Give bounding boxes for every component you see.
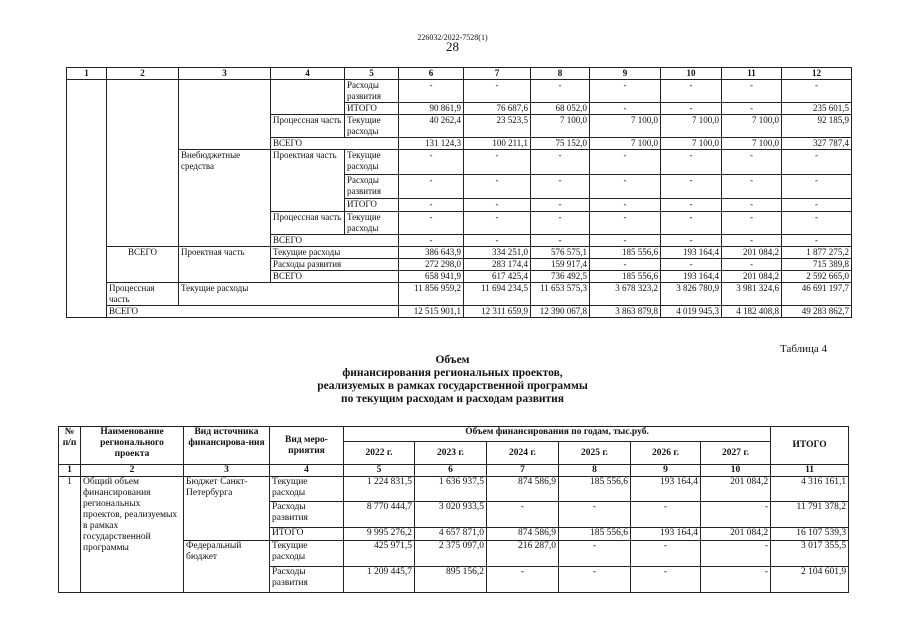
table-row <box>67 306 852 318</box>
col-number: 4 <box>271 68 345 80</box>
value-cell: - <box>782 212 852 235</box>
row-label: Расходы развития <box>345 80 399 103</box>
value-cell: 75 152,0 <box>531 138 590 150</box>
value-cell: 235 601,5 <box>782 103 852 115</box>
value-cell: - <box>782 175 852 199</box>
value-cell: 283 174,4 <box>464 259 531 271</box>
value-cell: - <box>487 502 559 528</box>
col-number: 9 <box>590 68 661 80</box>
col-number: 6 <box>415 465 487 477</box>
value-cell: 131 124,3 <box>399 138 464 150</box>
value-cell: 11 856 959,2 <box>399 283 464 306</box>
value-cell: - <box>559 567 631 593</box>
value-cell: - <box>782 199 852 212</box>
value-cell: 1 224 831,5 <box>344 477 415 502</box>
row-label: Текущие расходы <box>345 212 399 235</box>
column-numbers-row <box>59 465 849 477</box>
value-cell: 49 283 862,7 <box>782 306 852 318</box>
value-cell: - <box>590 235 661 247</box>
value-cell: - <box>782 80 852 103</box>
value-cell: - <box>661 212 722 235</box>
cell-empty <box>107 80 179 247</box>
value-cell: 1 636 937,5 <box>415 477 487 502</box>
value-cell: - <box>722 259 782 271</box>
value-cell: 12 311 659,9 <box>464 306 531 318</box>
activity-type: Текущие расходы <box>270 541 344 567</box>
value-cell: - <box>590 212 661 235</box>
heading-line: Объем <box>435 354 470 366</box>
row-label: ВСЕГО <box>271 138 399 150</box>
value-cell: 201 084,2 <box>701 477 771 502</box>
value-cell: - <box>631 541 701 567</box>
value-cell: 193 164,4 <box>631 477 701 502</box>
value-cell: - <box>631 502 701 528</box>
value-cell: 7 100,0 <box>590 138 661 150</box>
value-cell: - <box>531 175 590 199</box>
value-cell: 334 251,0 <box>464 247 531 259</box>
header-year: 2025 г. <box>559 442 631 465</box>
header-year: 2022 г. <box>344 442 415 465</box>
row-label: Текущие расходы <box>345 150 399 175</box>
row-label: ВСЕГО <box>271 235 399 247</box>
value-cell: 3 826 780,9 <box>661 283 722 306</box>
value-cell: - <box>399 150 464 175</box>
value-cell: - <box>701 567 771 593</box>
regional-projects-financing-table <box>58 426 849 593</box>
value-cell: - <box>661 259 722 271</box>
value-cell: - <box>559 541 631 567</box>
row-label: Процессная часть <box>107 283 179 306</box>
value-cell: 46 691 197,7 <box>782 283 852 306</box>
header-year: 2027 г. <box>701 442 771 465</box>
value-cell: - <box>487 567 559 593</box>
value-cell: - <box>531 199 590 212</box>
funding-source: Федеральный бюджет <box>184 541 270 593</box>
value-cell: - <box>661 150 722 175</box>
page-number: 28 <box>446 39 459 54</box>
col-number: 1 <box>59 465 81 477</box>
cell-empty <box>179 80 271 150</box>
table-caption: Таблица 4 <box>780 343 828 355</box>
col-number: 1 <box>67 68 107 80</box>
value-cell: 76 687,6 <box>464 103 531 115</box>
continuation-financing-table <box>66 67 852 318</box>
value-cell: 7 100,0 <box>722 138 782 150</box>
row-label: Расходы развития <box>271 259 399 271</box>
value-cell: 185 556,6 <box>559 528 631 541</box>
col-number: 9 <box>631 465 701 477</box>
value-cell: 425 971,5 <box>344 541 415 567</box>
row-label: Текущие расходы <box>271 247 399 259</box>
value-cell: 715 389,8 <box>782 259 852 271</box>
value-cell: - <box>590 175 661 199</box>
header-year: 2024 г. <box>487 442 559 465</box>
header-activity-type: Вид меро-приятия <box>270 427 344 465</box>
value-cell: 4 316 161,1 <box>771 477 849 502</box>
value-cell: 4 657 871,0 <box>415 528 487 541</box>
value-cell: - <box>590 103 661 115</box>
value-cell: 8 770 444,7 <box>344 502 415 528</box>
value-cell: 3 678 323,2 <box>590 283 661 306</box>
value-cell: 23 523,5 <box>464 115 531 138</box>
value-cell: - <box>722 150 782 175</box>
value-cell: 7 100,0 <box>661 115 722 138</box>
value-cell: - <box>464 80 531 103</box>
value-cell: - <box>531 235 590 247</box>
value-cell: 201 084,2 <box>722 271 782 283</box>
value-cell: - <box>464 212 531 235</box>
row-label: Внебюджетные средства <box>179 150 271 247</box>
value-cell: - <box>722 80 782 103</box>
value-cell: - <box>722 212 782 235</box>
value-cell: - <box>399 175 464 199</box>
value-cell: 7 100,0 <box>661 138 722 150</box>
value-cell: 874 586,9 <box>487 528 559 541</box>
project-name: Общий объем финансирования региональных проектов, реализуемых в рамках государственной программы <box>81 477 184 593</box>
table-row <box>67 247 852 259</box>
row-label: ИТОГО <box>345 103 399 115</box>
heading-line: реализуемых в рамках государственной программы <box>317 380 588 392</box>
header-year: 2026 г. <box>631 442 701 465</box>
value-cell: - <box>559 502 631 528</box>
row-label: Расходы развития <box>345 175 399 199</box>
col-number: 6 <box>399 68 464 80</box>
col-number: 11 <box>771 465 849 477</box>
value-cell: - <box>590 259 661 271</box>
value-cell: - <box>661 199 722 212</box>
value-cell: 327 787,4 <box>782 138 852 150</box>
table-row <box>67 283 852 306</box>
col-number: 8 <box>559 465 631 477</box>
value-cell: - <box>399 212 464 235</box>
value-cell: - <box>590 80 661 103</box>
value-cell: 2 104 601,9 <box>771 567 849 593</box>
cell-empty <box>271 80 345 115</box>
value-cell: 1 209 445,7 <box>344 567 415 593</box>
value-cell: - <box>661 235 722 247</box>
value-cell: 193 164,4 <box>661 247 722 259</box>
value-cell: - <box>782 235 852 247</box>
value-cell: 386 643,9 <box>399 247 464 259</box>
value-cell: - <box>722 175 782 199</box>
col-number: 5 <box>345 68 399 80</box>
value-cell: 12 390 067,8 <box>531 306 590 318</box>
value-cell: 11 694 234,5 <box>464 283 531 306</box>
table-header-row <box>59 427 849 442</box>
value-cell: 272 298,0 <box>399 259 464 271</box>
table-header-row <box>67 68 852 80</box>
value-cell: - <box>782 150 852 175</box>
row-label: Процессная часть <box>271 115 345 138</box>
value-cell: 185 556,6 <box>559 477 631 502</box>
cell-empty <box>67 80 107 318</box>
col-number: 2 <box>81 465 184 477</box>
value-cell: 895 156,2 <box>415 567 487 593</box>
row-label: ВСЕГО <box>107 306 399 318</box>
table-row <box>67 150 852 175</box>
value-cell: 736 492,5 <box>531 271 590 283</box>
col-number: 10 <box>701 465 771 477</box>
value-cell: 12 515 901,1 <box>399 306 464 318</box>
value-cell: 3 981 324,6 <box>722 283 782 306</box>
row-label: Проектная часть <box>271 150 345 212</box>
table-row <box>59 477 849 502</box>
value-cell: - <box>701 541 771 567</box>
col-number: 10 <box>661 68 722 80</box>
value-cell: 11 791 378,2 <box>771 502 849 528</box>
value-cell: 617 425,4 <box>464 271 531 283</box>
header-funding-source: Вид источника финансирова-ния <box>184 427 270 465</box>
value-cell: - <box>464 150 531 175</box>
col-number: 3 <box>184 465 270 477</box>
value-cell: 11 653 575,3 <box>531 283 590 306</box>
value-cell: 92 185,9 <box>782 115 852 138</box>
header-number: № п/п <box>59 427 81 465</box>
value-cell: 201 084,2 <box>722 247 782 259</box>
value-cell: 9 995 276,2 <box>344 528 415 541</box>
value-cell: - <box>464 175 531 199</box>
col-number: 11 <box>722 68 782 80</box>
value-cell: - <box>631 567 701 593</box>
col-number: 8 <box>531 68 590 80</box>
value-cell: - <box>722 103 782 115</box>
value-cell: 2 592 665,0 <box>782 271 852 283</box>
value-cell: - <box>464 235 531 247</box>
value-cell: - <box>590 150 661 175</box>
header-financing-volume: Объем финансирования по годам, тыс.руб. <box>344 427 771 442</box>
value-cell: 874 586,9 <box>487 477 559 502</box>
value-cell: 185 556,6 <box>590 247 661 259</box>
value-cell: - <box>701 502 771 528</box>
value-cell: 193 164,4 <box>631 528 701 541</box>
value-cell: 201 084,2 <box>701 528 771 541</box>
value-cell: 159 917,4 <box>531 259 590 271</box>
table-heading <box>0 354 905 406</box>
value-cell: 576 575,1 <box>531 247 590 259</box>
col-number: 7 <box>487 465 559 477</box>
table-row <box>67 80 852 103</box>
header-total: ИТОГО <box>771 427 849 465</box>
header-year: 2023 г. <box>415 442 487 465</box>
value-cell: 3 017 355,5 <box>771 541 849 567</box>
value-cell: 4 019 945,3 <box>661 306 722 318</box>
value-cell: 3 863 879,8 <box>590 306 661 318</box>
document-registration-number: 226032/2022-7528(1) <box>417 33 488 42</box>
row-number: 1 <box>59 477 81 593</box>
row-label: Текущие расходы <box>179 283 399 306</box>
value-cell: 90 861,9 <box>399 103 464 115</box>
value-cell: - <box>661 175 722 199</box>
value-cell: 3 020 933,5 <box>415 502 487 528</box>
col-number: 2 <box>107 68 179 80</box>
col-number: 7 <box>464 68 531 80</box>
value-cell: 185 556,6 <box>590 271 661 283</box>
value-cell: 193 164,4 <box>661 271 722 283</box>
value-cell: 658 941,9 <box>399 271 464 283</box>
value-cell: - <box>531 150 590 175</box>
row-label: ИТОГО <box>345 199 399 212</box>
row-label: Проектная часть <box>179 247 271 283</box>
value-cell: - <box>722 199 782 212</box>
value-cell: 40 262,4 <box>399 115 464 138</box>
heading-line: финансирования региональных проектов, <box>342 367 563 379</box>
value-cell: - <box>399 80 464 103</box>
funding-source: Бюджет Санкт-Петербурга <box>184 477 270 541</box>
row-label: ВСЕГО <box>107 247 179 283</box>
value-cell: 7 100,0 <box>722 115 782 138</box>
row-label: Процессная часть <box>271 212 345 235</box>
value-cell: - <box>661 103 722 115</box>
value-cell: - <box>399 199 464 212</box>
activity-type: Расходы развития <box>270 502 344 528</box>
activity-type: Расходы развития <box>270 567 344 593</box>
value-cell: 1 877 275,2 <box>782 247 852 259</box>
value-cell: - <box>590 199 661 212</box>
value-cell: - <box>661 80 722 103</box>
col-number: 12 <box>782 68 852 80</box>
col-number: 5 <box>344 465 415 477</box>
value-cell: 4 182 408,8 <box>722 306 782 318</box>
value-cell: 2 375 097,0 <box>415 541 487 567</box>
row-label: Текущие расходы <box>345 115 399 138</box>
value-cell: - <box>399 235 464 247</box>
value-cell: 7 100,0 <box>531 115 590 138</box>
value-cell: - <box>722 235 782 247</box>
value-cell: - <box>464 199 531 212</box>
value-cell: 216 287,0 <box>487 541 559 567</box>
value-cell: 68 052,0 <box>531 103 590 115</box>
value-cell: - <box>531 80 590 103</box>
activity-type: Текущие расходы <box>270 477 344 502</box>
value-cell: 16 107 539,3 <box>771 528 849 541</box>
col-number: 3 <box>179 68 271 80</box>
value-cell: - <box>531 212 590 235</box>
activity-type: ИТОГО <box>270 528 344 541</box>
heading-line: по текущим расходам и расходам развития <box>340 393 565 405</box>
col-number: 4 <box>270 465 344 477</box>
value-cell: 7 100,0 <box>590 115 661 138</box>
row-label: ВСЕГО <box>271 271 399 283</box>
value-cell: 100 211,1 <box>464 138 531 150</box>
header-project-name: Наименование регионального проекта <box>81 427 184 465</box>
